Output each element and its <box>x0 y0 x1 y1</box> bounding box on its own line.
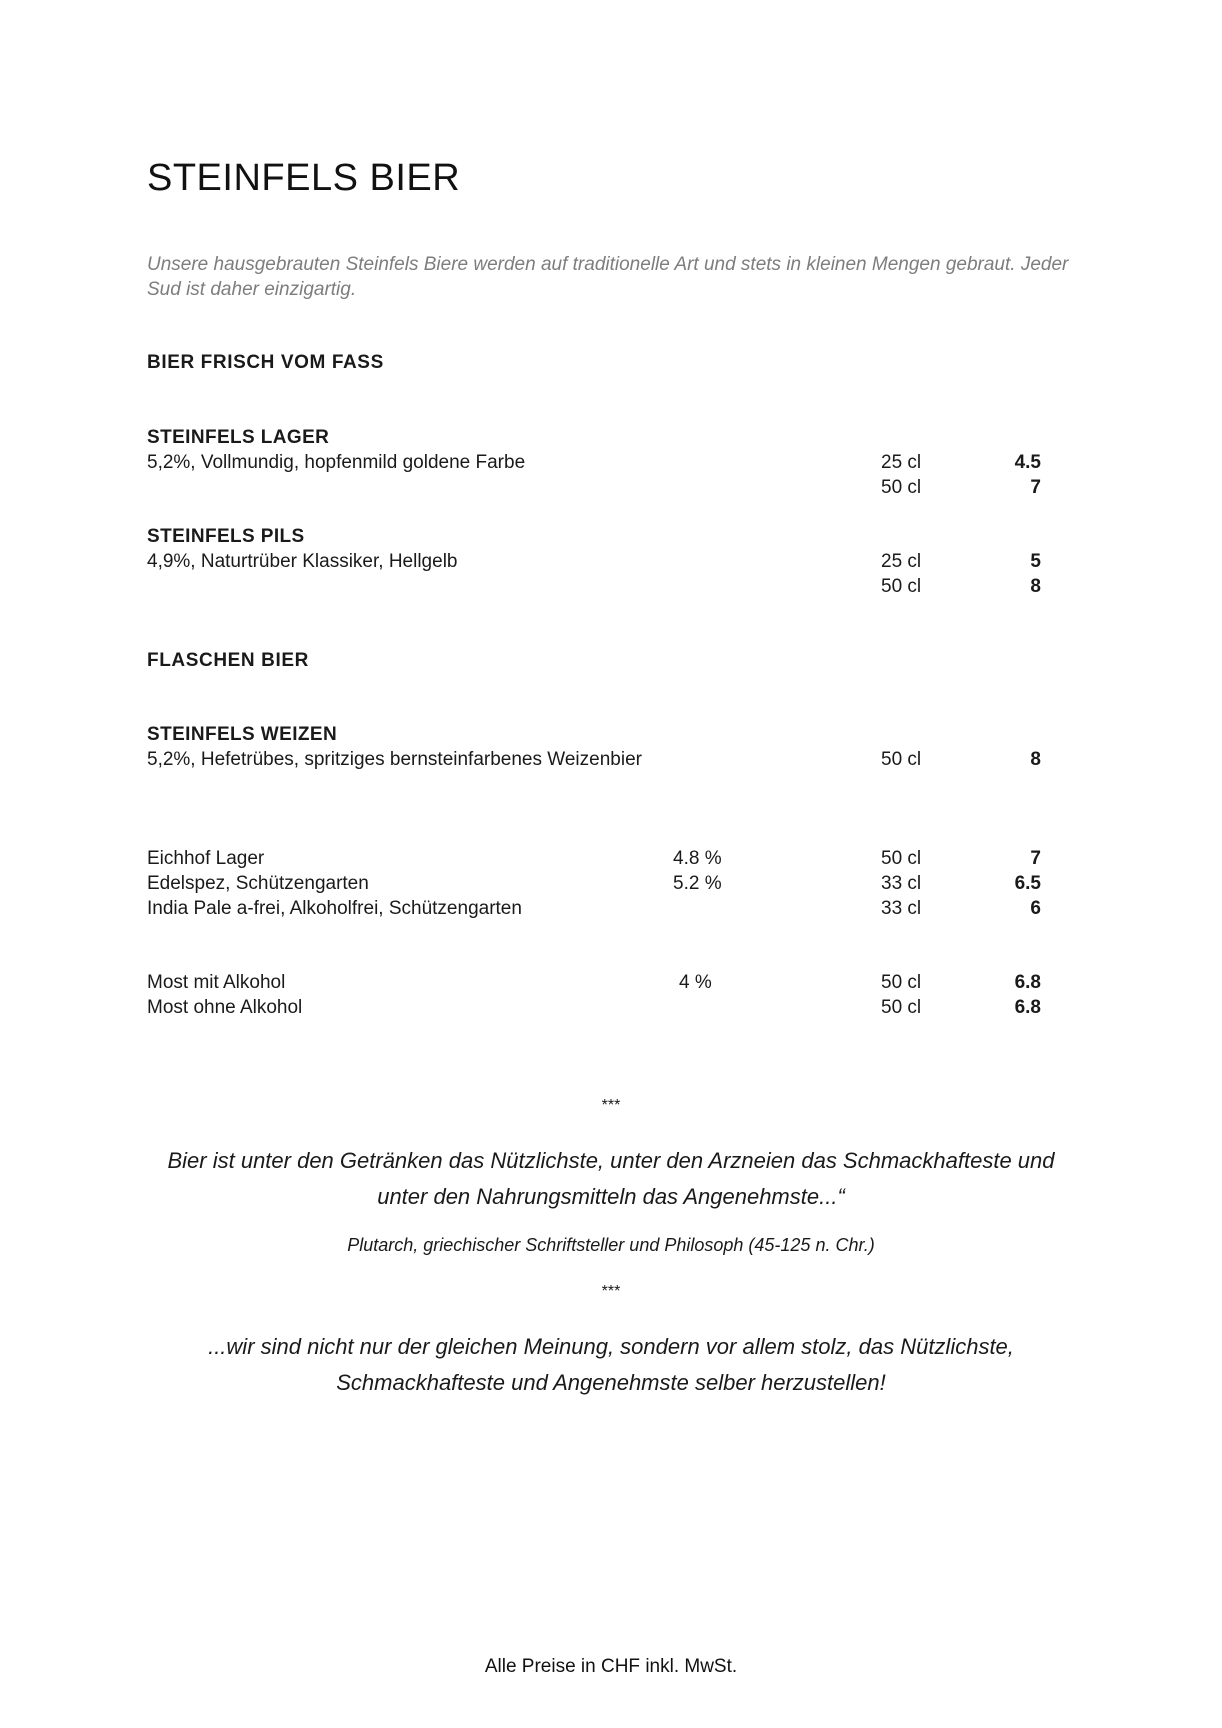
serving-size: 25 cl <box>881 452 922 473</box>
price: 6.5 <box>1014 873 1041 894</box>
beer-name-weizen: STEINFELS WEIZEN <box>147 724 338 745</box>
quote-text: Bier ist unter den Getränken das Nützlichste, unter den Arzneien das Schmackhafteste und unter den Nahrungsmitteln das Angenehmste...“ <box>167 1148 1055 1209</box>
beer-description: 4,9%, Naturtrüber Klassiker, Hellgelb <box>147 551 458 572</box>
divider-stars: *** <box>601 1097 621 1114</box>
menu-row <box>147 747 1041 772</box>
menu-row <box>147 574 1041 599</box>
menu-row <box>147 450 1041 475</box>
menu-row <box>147 970 1041 995</box>
price: 8 <box>1030 576 1041 597</box>
price: 6.8 <box>1014 972 1041 993</box>
serving-size: 33 cl <box>881 873 922 894</box>
price: 7 <box>1030 477 1041 498</box>
item-abv: 5.2 % <box>673 873 722 894</box>
price: 8 <box>1030 749 1041 770</box>
item-name: Most ohne Alkohol <box>147 997 303 1018</box>
beer-name-pils: STEINFELS PILS <box>147 526 305 547</box>
quote-source: Plutarch, griechischer Schriftsteller und Philosoph (45-125 n. Chr.) <box>347 1235 875 1255</box>
item-name: Most mit Alkohol <box>147 972 286 993</box>
item-name: Edelspez, Schützengarten <box>147 873 369 894</box>
beer-description: 5,2%, Vollmundig, hopfenmild goldene Farbe <box>147 452 526 473</box>
intro-text: Unsere hausgebrauten Steinfels Biere werden auf traditionelle Art und stets in kleinen Mengen gebraut. Jeder Sud ist daher einzigartig. <box>147 254 1069 300</box>
serving-size: 25 cl <box>881 551 922 572</box>
page-title: STEINFELS BIER <box>147 157 461 199</box>
price: 6 <box>1030 898 1041 919</box>
beer-name-lager: STEINFELS LAGER <box>147 427 330 448</box>
item-abv: 4 % <box>679 972 712 993</box>
price: 4.5 <box>1014 452 1041 473</box>
menu-row <box>147 896 1041 921</box>
price: 6.8 <box>1014 997 1041 1018</box>
serving-size: 50 cl <box>881 477 922 498</box>
serving-size: 50 cl <box>881 997 922 1018</box>
menu-row <box>147 475 1041 500</box>
section-heading-draft: BIER FRISCH VOM FASS <box>147 352 384 373</box>
item-name: Eichhof Lager <box>147 848 265 869</box>
closing-statement: ...wir sind nicht nur der gleichen Meinung, sondern vor allem stolz, das Nützlichste, Schmackhafteste und Angenehmste selber herzustellen! <box>208 1334 1014 1395</box>
menu-row <box>147 549 1041 574</box>
menu-row <box>147 871 1041 896</box>
price-footer: Alle Preise in CHF inkl. MwSt. <box>484 1656 738 1677</box>
serving-size: 50 cl <box>881 576 922 597</box>
menu-row <box>147 846 1041 871</box>
menu-row <box>147 995 1041 1020</box>
serving-size: 50 cl <box>881 749 922 770</box>
beer-description: 5,2%, Hefetrübes, spritziges bernsteinfarbenes Weizenbier <box>147 749 642 770</box>
price: 5 <box>1030 551 1041 572</box>
item-name: India Pale a-frei, Alkoholfrei, Schützengarten <box>147 898 522 919</box>
divider-stars: *** <box>601 1283 621 1300</box>
item-abv: 4.8 % <box>673 848 722 869</box>
serving-size: 50 cl <box>881 972 922 993</box>
price: 7 <box>1030 848 1041 869</box>
serving-size: 33 cl <box>881 898 922 919</box>
section-heading-bottle: FLASCHEN BIER <box>147 650 309 671</box>
serving-size: 50 cl <box>881 848 922 869</box>
